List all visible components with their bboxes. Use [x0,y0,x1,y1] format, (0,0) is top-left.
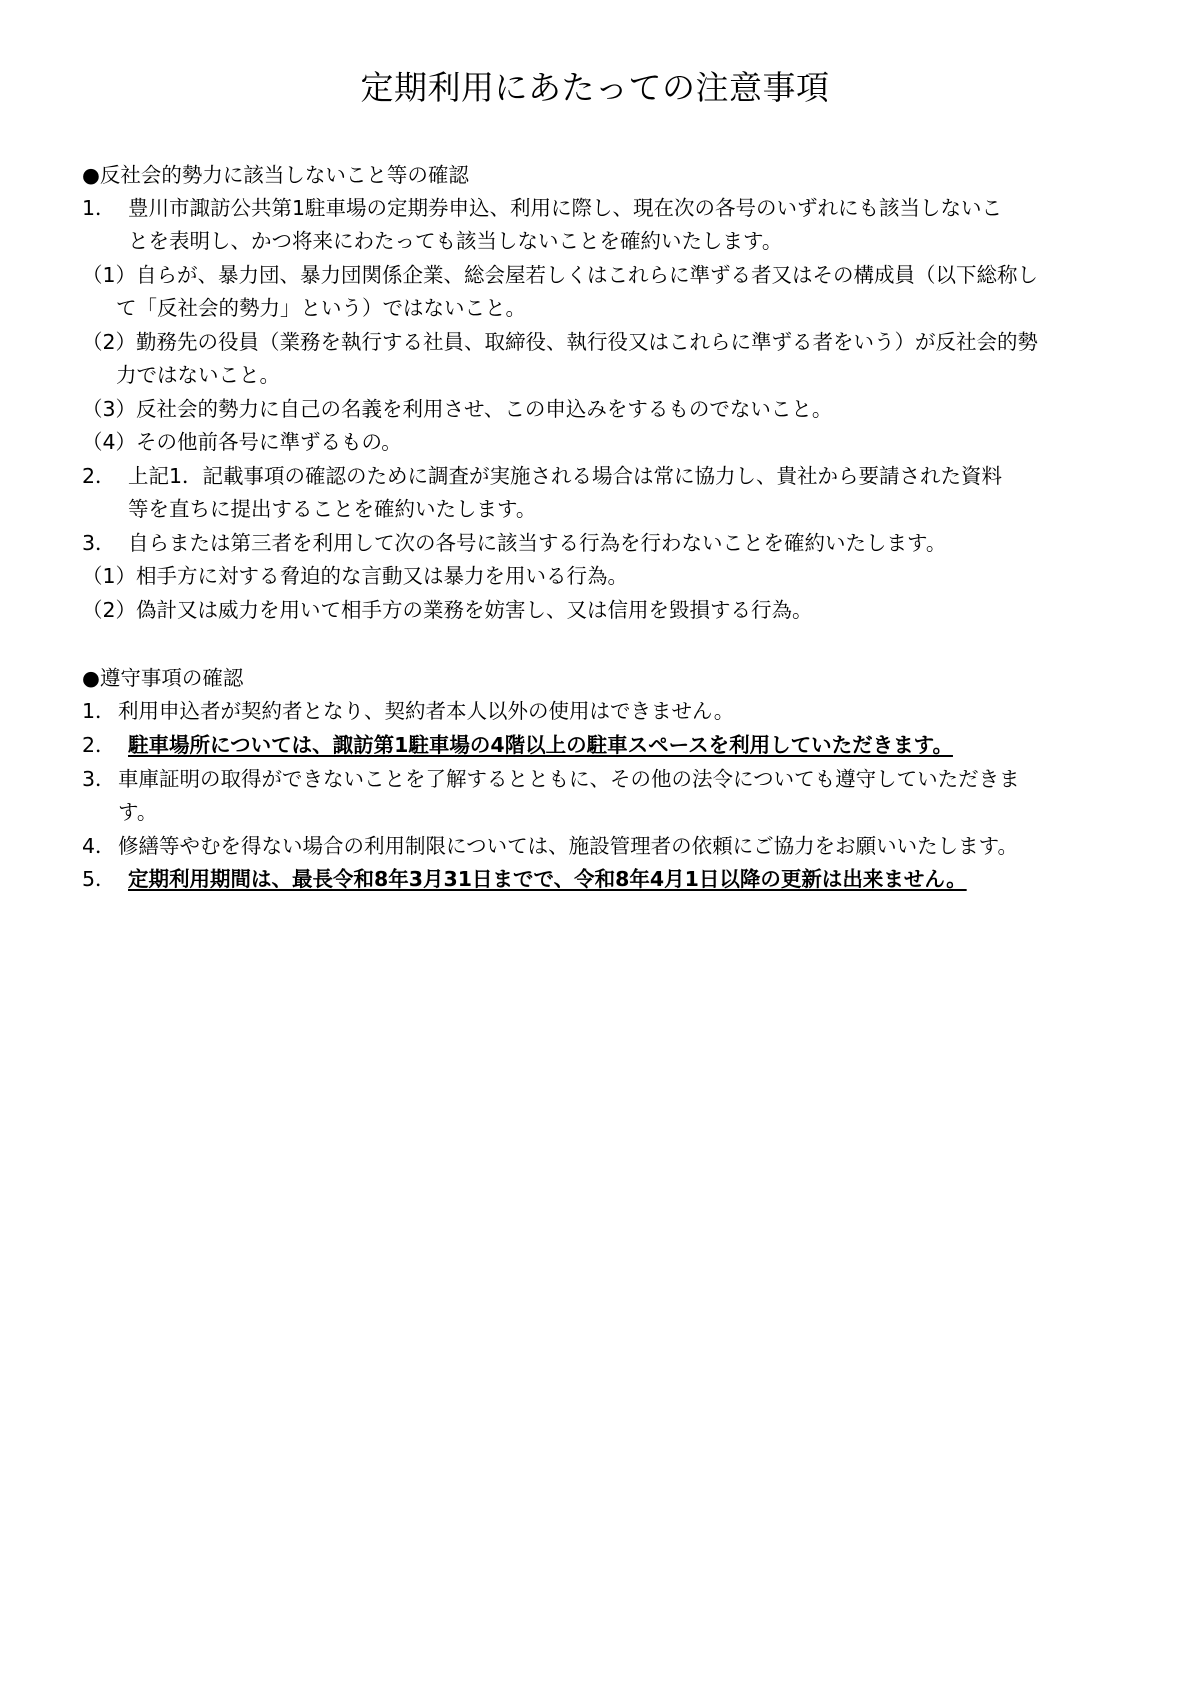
section1-sub5: （1）相手方に対する脅迫的な言動又は暴力を用いる行為。 [82,564,629,588]
section1-sub1-continuation: て「反社会的勢力」という）ではないこと。 [116,296,526,320]
item-text-emphasized: 駐車場所については、諏訪第1駐車場の4階以上の駐車スペースを利用していただきます。 [128,733,953,757]
section1-item1-continuation: とを表明し、かつ将来にわたっても該当しないことを確約いたします。 [128,229,783,253]
section1-sub6: （2）偽計又は威力を用いて相手方の業務を妨害し、又は信用を毀損する行為。 [82,598,813,622]
section1-sub4: （4）その他前各号に準ずるもの。 [82,430,402,454]
section1-item1 [82,193,1002,223]
section2-item1 [82,696,734,726]
item-text: 修繕等やむを得ない場合の利用制限については、施設管理者の依頼にご協力をお願いいたします。 [118,834,1018,858]
section1-item2-continuation: 等を直ちに提出することを確約いたします。 [128,497,537,521]
item-marker: 3． [82,531,116,555]
document-title: 定期利用にあたっての注意事項 [360,68,830,107]
section2-item4 [82,831,1018,861]
item-text-emphasized: 定期利用期間は、最長令和8年3月31日までで、令和8年4月1日以降の更新は出来ません。 [128,867,967,891]
section1-heading: ●反社会的勢力に該当しないこと等の確認 [82,163,469,187]
section1-sub1: （1）自らが、暴力団、暴力団関係企業、総会屋若しくはこれらに準ずる者又はその構成員（以下総称し [82,263,1039,287]
item-marker: 2． [82,464,116,488]
section2-item5 [82,864,967,894]
item-text: 上記1．記載事項の確認のために調査が実施される場合は常に協力し、貴社から要請された資料 [128,464,1003,488]
section2-item2 [82,730,953,760]
section1-item3 [82,528,946,558]
section1-item2 [82,461,1002,491]
item-marker: 3． [82,767,116,791]
section2-item3 [82,764,1020,794]
item-marker: 5． [82,867,116,891]
item-text: 自らまたは第三者を利用して次の各号に該当する行為を行わないことを確約いたします。 [128,531,947,555]
item-text: 豊川市諏訪公共第1駐車場の定期券申込、利用に際し、現在次の各号のいずれにも該当しないこ [128,196,1003,220]
item-marker: 2． [82,733,116,757]
item-marker: 1． [82,699,116,723]
section2-heading: ●遵守事項の確認 [82,666,244,690]
item-marker: 1． [82,196,116,220]
section1-sub2: （2）勤務先の役員（業務を執行する社員、取締役、執行役又はこれらに準ずる者をいう）が反社会的勢 [82,330,1039,354]
section1-sub2-continuation: 力ではないこと。 [116,363,280,387]
item-marker: 4． [82,834,116,858]
section2-item3-continuation: す。 [118,800,158,824]
item-text: 車庫証明の取得ができないことを了解するとともに、その他の法令についても遵守していただきま [118,767,1020,791]
section1-sub3: （3）反社会的勢力に自己の名義を利用させ、この申込みをするものでないこと。 [82,397,833,421]
item-text: 利用申込者が契約者となり、契約者本人以外の使用はできません。 [118,699,735,723]
